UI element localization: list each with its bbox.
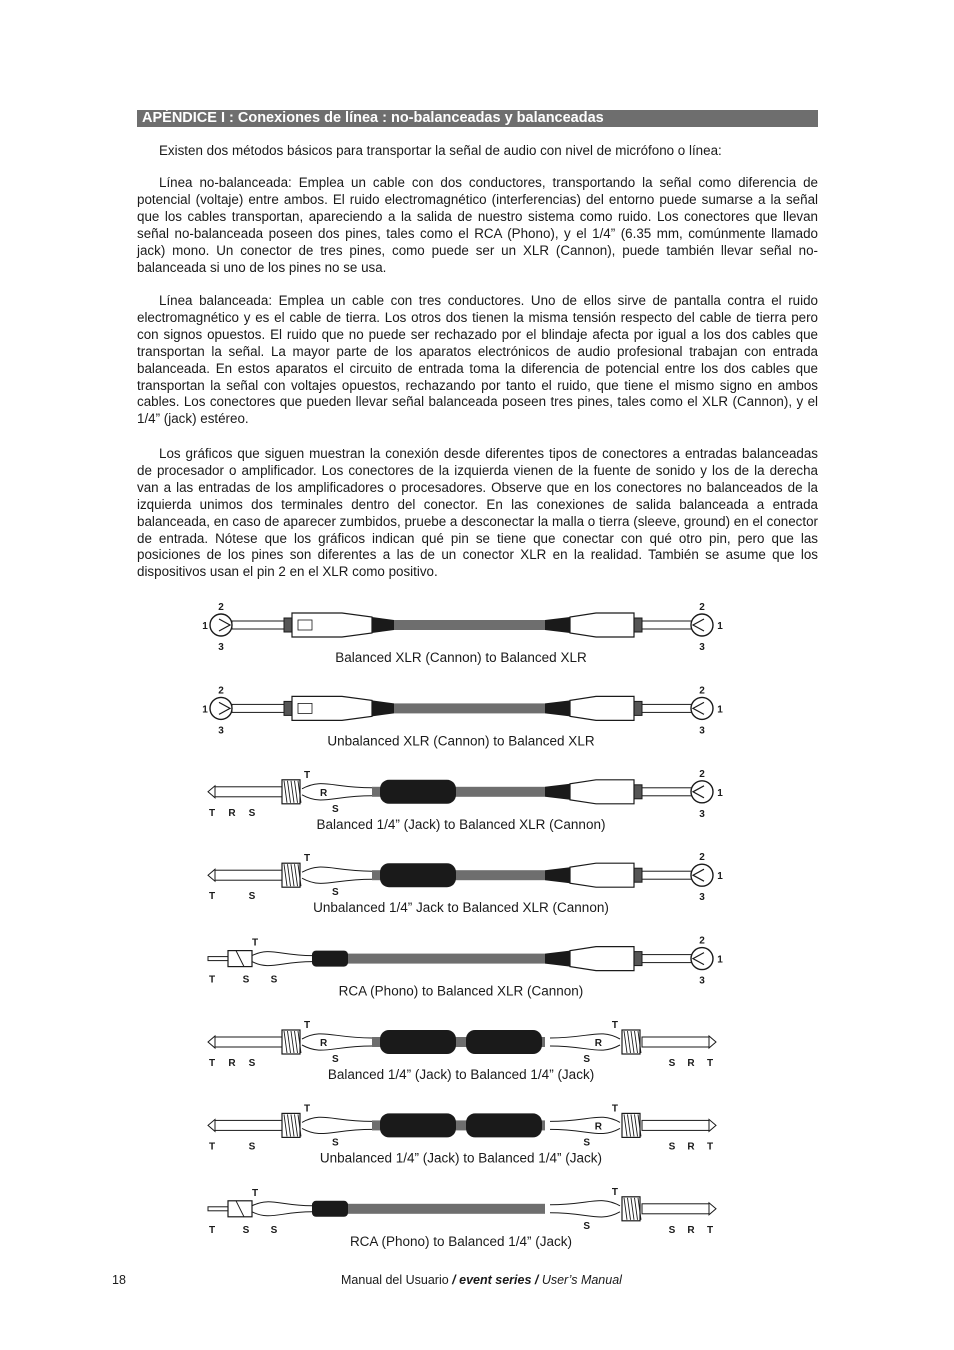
pin-label: S xyxy=(270,1224,278,1236)
pin-label: R xyxy=(687,1141,695,1153)
pin-label: 2 xyxy=(218,685,224,697)
cable-diagram-row xyxy=(208,1103,716,1165)
jack-tip-icon xyxy=(709,1119,716,1131)
pin-label: S xyxy=(270,974,278,986)
wire-icon xyxy=(252,952,312,956)
wire-label: S xyxy=(332,1137,339,1149)
jack-tip-icon xyxy=(208,786,215,798)
jack-shaft-icon xyxy=(215,1037,282,1047)
xlr-latch-icon xyxy=(284,701,292,715)
pin-label: T xyxy=(706,1224,714,1236)
xlr-pins-icon xyxy=(642,871,692,879)
pin-label: 2 xyxy=(699,685,705,697)
pin-label: S xyxy=(248,1058,256,1069)
molded-boot-icon xyxy=(312,1201,348,1217)
pin-label: 2 xyxy=(699,852,705,864)
xlr-face-icon xyxy=(691,948,713,970)
paragraph-balanced: Línea balanceada: Emplea un cable con tres conductores. Uno de ellos sirve de pantalla contra el ruido electromagnético y es el cable de tierra. Los otros dos tienen la misma tensión respecto del cable de tierra pero con signos opuestos. El ruido que no puede ser rechazado por el blindaje afecta por igual a los dos cables que transportan la señal. La mayor parte de los aparatos electrónicos de audio profesional trabajan con entrada balanceada. En estos aparatos el circuito de entrada toma la diferencia de potencial entre los dos cables que transportan la señal con voltajes opuestos, rechazando por tanto el ruido, que tiene el mismo signo en ambos cables. Los conectores que pueden llevar señal balanceada poseen tres pines, tales como el XLR (Cannon), y el 1/4” (jack) estéreo. xyxy=(137,293,818,427)
wire-label: T xyxy=(304,1103,311,1115)
wire-label: T xyxy=(611,1020,618,1031)
pin-label: 1 xyxy=(202,621,208,632)
pin-label: T xyxy=(208,891,216,903)
pin-label: 3 xyxy=(699,642,705,653)
wire-label: S xyxy=(332,803,339,815)
pin-label: 1 xyxy=(717,621,723,632)
pin-label: 3 xyxy=(218,642,224,653)
wire-label: R xyxy=(320,787,328,799)
jack-tip-icon xyxy=(208,1119,215,1131)
diagram-caption: Balanced 1/4” (Jack) to Balanced XLR (Cannon) xyxy=(316,816,606,832)
xlr-boot-icon xyxy=(545,951,570,967)
wire-icon xyxy=(252,1202,312,1206)
wire-label: R xyxy=(594,1038,602,1049)
page-number: 18 xyxy=(112,1273,126,1287)
xlr-latch-icon xyxy=(634,952,642,966)
wire-label: T xyxy=(252,1187,259,1199)
xlr-boot-icon xyxy=(545,700,570,716)
cable-diagram-row xyxy=(208,769,723,832)
wire-icon xyxy=(550,1045,620,1050)
jack-tip-icon xyxy=(709,1036,716,1048)
paragraph-intro: Existen dos métodos básicos para transportar la señal de audio con nivel de micrófono o línea: xyxy=(159,143,722,158)
wire-icon xyxy=(252,962,312,966)
molded-boot-icon xyxy=(380,1113,456,1137)
wire-label: S xyxy=(583,1054,590,1065)
rca-tip-icon xyxy=(208,1207,228,1211)
wire-label: S xyxy=(332,1054,339,1065)
xlr-face-icon xyxy=(691,697,713,719)
pin-label: S xyxy=(668,1224,676,1236)
xlr-shell-icon xyxy=(570,696,634,720)
xlr-face-icon xyxy=(210,697,232,719)
pin-label: T xyxy=(706,1058,714,1069)
wire-icon xyxy=(302,1128,372,1133)
paragraph-graphics: Los gráficos que siguen muestran la conexión desde diferentes tipos de conectores a entradas balanceadas de procesador o amplificador. Los conectores de la izquierda vienen de la fuente de sonido y los de la derecha van a las entradas de los amplificadores o procesadores. Observe que en los conectores no balanceados de la izquierda unimos dos terminales dentro del conector. En las conexiones de salida balanceada a entrada balanceada, en caso de aparecer zumbidos, pruebe a desconectar la malla o tierra (sleeve, ground) en el conector de entrada. Nótese que los gráficos indican qué pin se tiene que conectar con qué otro pin, pero que las posiciones de los pines son diferentes a las de un conector XLR en la realidad. También se asume que los dispositivos usan el pin 2 en el XLR como positivo. xyxy=(137,446,818,580)
pin-label: 1 xyxy=(202,704,208,716)
paragraph-unbalanced: Línea no-balanceada: Emplea un cable con dos conductores, transportando la señal como diferencia de potencial (voltaje) entre ambos. El ruido electromagnético (interferencias) del entorno puede sumarse a la señal que los cables transportan, apareciendo a la salida de nuestro sistema como ruido. Los conectores que llevan señal no-balanceada poseen dos pines, tales como el RCA (Phono), y el 1/4” (6.35 mm, comúnmente llamado jack) mono. Un conector de tres pines, como puede ser un XLR (Cannon), puede también llevar señal no-balanceada si uno de los pines no se usa. xyxy=(137,175,818,275)
xlr-shell-icon xyxy=(570,947,634,971)
wire-icon xyxy=(550,1117,620,1122)
xlr-boot-icon xyxy=(545,617,570,633)
wire-label: S xyxy=(332,887,339,899)
xlr-shell-icon xyxy=(570,863,634,887)
jack-shaft-icon xyxy=(215,870,282,880)
pin-label: R xyxy=(228,807,236,819)
cable-diagram-row xyxy=(202,602,723,665)
wire-icon xyxy=(302,867,372,872)
pin-label: S xyxy=(242,1224,250,1236)
diagram-caption: RCA (Phono) to Balanced 1/4” (Jack) xyxy=(349,1233,573,1249)
xlr-boot-icon xyxy=(545,867,570,883)
jack-shaft-icon xyxy=(642,1037,709,1047)
pin-label: T xyxy=(208,1224,216,1236)
pin-label: S xyxy=(668,1141,676,1153)
molded-boot-icon xyxy=(312,951,348,967)
pin-label: T xyxy=(208,1141,216,1153)
molded-boot-icon xyxy=(380,780,456,804)
xlr-face-icon xyxy=(691,614,713,636)
jack-shaft-icon xyxy=(215,1120,282,1130)
wire-icon xyxy=(302,795,372,800)
pin-label: T xyxy=(706,1141,714,1153)
pin-label: S xyxy=(248,807,256,819)
wire-icon xyxy=(302,878,372,883)
pin-label: R xyxy=(687,1224,695,1236)
wire-label: T xyxy=(304,1020,311,1031)
jack-tip-icon xyxy=(208,1036,215,1048)
pin-label: T xyxy=(208,807,216,819)
pin-label: 2 xyxy=(699,768,705,780)
wire-label: S xyxy=(583,1220,590,1232)
diagram-caption: Balanced 1/4” (Jack) to Balanced 1/4” (Jack) xyxy=(327,1067,595,1082)
pin-label: R xyxy=(228,1058,236,1069)
wire-icon xyxy=(550,1201,620,1206)
xlr-latch-icon xyxy=(634,785,642,799)
pin-label: 3 xyxy=(218,725,224,737)
xlr-latch-icon xyxy=(634,618,642,632)
diagram-caption: RCA (Phono) to Balanced XLR (Cannon) xyxy=(338,983,584,999)
xlr-face-icon xyxy=(210,614,232,636)
cable-diagrams xyxy=(0,595,954,1255)
xlr-latch-icon xyxy=(634,701,642,715)
xlr-pins-icon xyxy=(642,788,692,796)
wire-icon xyxy=(302,784,372,789)
pin-label: 3 xyxy=(699,808,705,820)
wire-label: T xyxy=(304,769,311,781)
pin-label: R xyxy=(687,1058,695,1069)
jack-shaft-icon xyxy=(215,787,282,797)
pin-label: S xyxy=(248,1141,256,1153)
jack-shaft-icon xyxy=(642,1120,709,1130)
xlr-shell-icon xyxy=(570,780,634,804)
cable-diagram-row xyxy=(202,685,723,748)
molded-boot-icon xyxy=(466,1030,542,1054)
pin-label: T xyxy=(208,974,216,986)
pin-label: 2 xyxy=(218,602,224,613)
xlr-shell-icon xyxy=(292,696,372,720)
wire-label: T xyxy=(611,1103,618,1115)
diagram-caption: Unbalanced 1/4” (Jack) to Balanced 1/4” (Jack) xyxy=(319,1150,603,1166)
section-heading: APÉNDICE I : Conexiones de línea : no-balanceadas y balanceadas xyxy=(137,110,818,127)
jack-shaft-icon xyxy=(642,1204,709,1214)
pin-label: 1 xyxy=(717,787,723,799)
diagram-caption: Unbalanced XLR (Cannon) to Balanced XLR xyxy=(327,733,595,749)
wire-label: R xyxy=(594,1121,602,1133)
pin-label: 2 xyxy=(699,935,705,947)
wire-icon xyxy=(252,1212,312,1216)
wire-icon xyxy=(302,1045,372,1050)
jack-tip-icon xyxy=(208,869,215,881)
cable-diagram-row xyxy=(208,852,723,915)
wire-label: T xyxy=(304,853,311,865)
pin-label: 1 xyxy=(717,704,723,716)
cable-diagram-row xyxy=(208,936,723,999)
wire-label: S xyxy=(583,1137,590,1149)
wire-icon xyxy=(302,1117,372,1122)
xlr-face-icon xyxy=(691,781,713,803)
jack-tip-icon xyxy=(709,1203,716,1215)
wire-icon xyxy=(550,1034,620,1039)
cable-diagram-row xyxy=(208,1187,716,1249)
rca-tip-icon xyxy=(208,957,228,961)
xlr-boot-icon xyxy=(372,700,394,716)
xlr-pins-icon xyxy=(232,621,284,629)
pin-label: S xyxy=(242,974,250,986)
pin-label: S xyxy=(668,1058,676,1069)
xlr-pins-icon xyxy=(642,704,692,712)
wire-label: R xyxy=(320,1038,328,1049)
footer-manual-title: Manual del Usuario / event series / User’s Manual xyxy=(341,1273,622,1287)
xlr-latch-icon xyxy=(284,618,292,632)
cable-icon xyxy=(394,620,545,630)
wire-label: T xyxy=(611,1186,618,1198)
xlr-pins-icon xyxy=(642,955,692,963)
xlr-shell-icon xyxy=(570,613,634,637)
pin-label: 3 xyxy=(699,725,705,737)
xlr-boot-icon xyxy=(545,784,570,800)
pin-label: 2 xyxy=(699,602,705,613)
xlr-boot-icon xyxy=(372,617,394,633)
molded-boot-icon xyxy=(380,863,456,887)
pin-label: T xyxy=(208,1058,216,1069)
molded-boot-icon xyxy=(380,1030,456,1054)
xlr-latch-icon xyxy=(634,868,642,882)
wire-icon xyxy=(550,1212,620,1217)
cable-diagram-row xyxy=(208,1020,716,1082)
xlr-face-icon xyxy=(691,864,713,886)
cable-icon xyxy=(394,703,545,713)
pin-label: 1 xyxy=(717,871,723,883)
pin-label: S xyxy=(248,891,256,903)
wire-icon xyxy=(550,1128,620,1133)
xlr-shell-icon xyxy=(292,613,372,637)
diagram-caption: Unbalanced 1/4” Jack to Balanced XLR (Cannon) xyxy=(313,900,609,916)
diagram-caption: Balanced XLR (Cannon) to Balanced XLR xyxy=(335,650,587,665)
pin-label: 1 xyxy=(717,954,723,966)
molded-boot-icon xyxy=(466,1113,542,1137)
xlr-pins-icon xyxy=(642,621,692,629)
wire-label: T xyxy=(252,937,259,949)
wire-icon xyxy=(302,1034,372,1039)
pin-label: 3 xyxy=(699,892,705,904)
xlr-pins-icon xyxy=(232,704,284,712)
pin-label: 3 xyxy=(699,975,705,987)
